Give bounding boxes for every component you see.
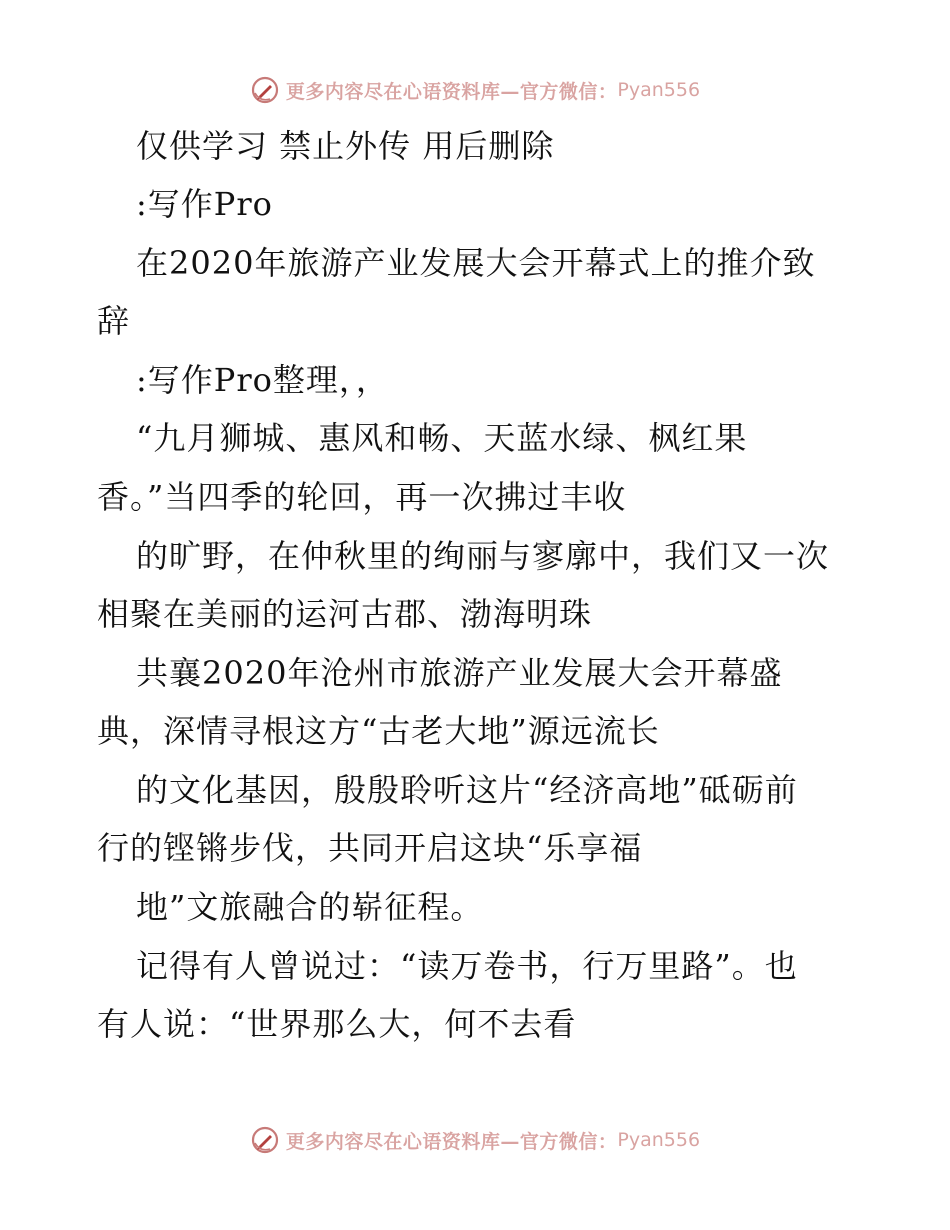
text-line: 的文化基因，殷殷聆听这片“经济高地”砥砺前	[136, 771, 798, 809]
text-line: :写作Pro整理，，	[136, 361, 389, 399]
text-line: 辞	[97, 302, 131, 340]
footer-banner	[0, 1120, 950, 1160]
wechat-id: Pyan556	[617, 1129, 701, 1151]
pen-logo-icon	[250, 75, 280, 105]
text-line: “九月狮城、惠风和畅、天蓝水绿、枫红果	[136, 419, 748, 457]
text-line: 行的铿锵步伐，共同开启这块“乐享福	[97, 829, 643, 867]
header-banner	[0, 70, 950, 110]
wechat-id: Pyan556	[617, 79, 701, 101]
text-line: 典，深情寻根这方“古老大地”源远流长	[97, 712, 660, 750]
text-line: 在2020年旅游产业发展大会开幕式上的推介致	[136, 244, 816, 282]
text-line: :写作Pro	[136, 185, 273, 223]
text-line: 的旷野，在仲秋里的绚丽与寥廓中，我们又一次	[136, 537, 830, 575]
text-line: 记得有人曾说过：“读万卷书，行万里路”。也	[136, 947, 798, 985]
text-line: 共襄2020年沧州市旅游产业发展大会开幕盛	[136, 654, 783, 692]
text-line: 相聚在美丽的运河古郡、渤海明珠	[97, 595, 593, 633]
text-line: 香。”当四季的轮回，再一次拂过丰收	[97, 478, 627, 516]
banner-text: 更多内容尽在心语资料库—官方微信：	[285, 80, 618, 103]
banner-text: 更多内容尽在心语资料库—官方微信：	[285, 1130, 618, 1153]
text-line: 地”文旅融合的崭征程。	[136, 888, 484, 926]
text-line: 仅供学习 禁止外传 用后删除	[136, 127, 555, 165]
pen-logo-icon	[250, 1125, 280, 1155]
text-line: 有人说：“世界那么大，何不去看	[97, 1005, 577, 1043]
